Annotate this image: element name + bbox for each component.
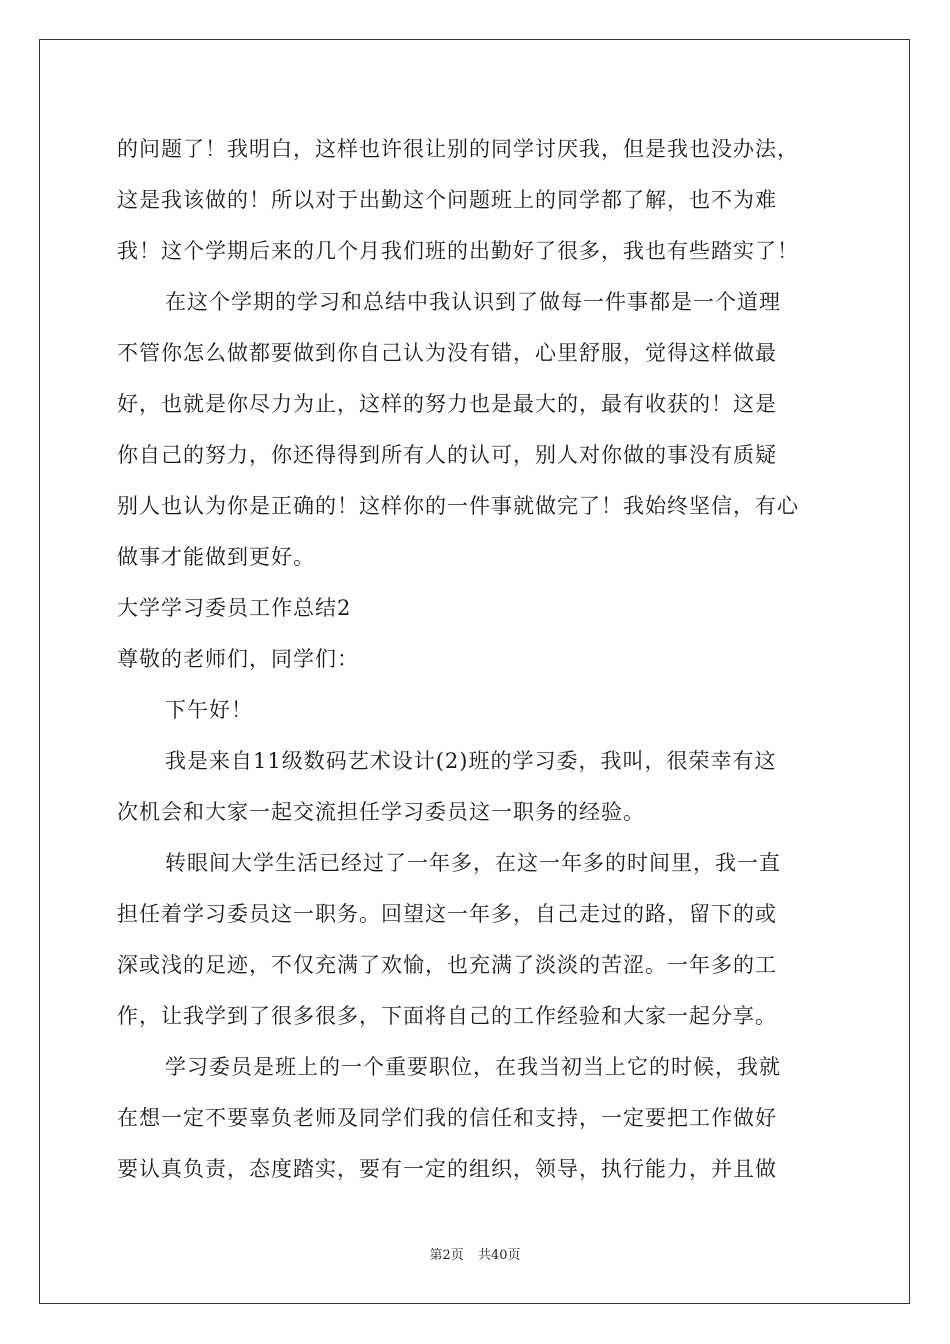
text-line: 我是来自11级数码艺术设计(2)班的学习委，我叫，很荣幸有这 [165,749,777,773]
text-line: 的问题了！我明白，这样也许很让别的同学讨厌我，但是我也没办法， [117,137,799,161]
text-line: 在想一定不要辜负老师及同学们我的信任和支持，一定要把工作做好 [117,1106,777,1130]
page-number: 第2页 [429,1248,464,1263]
salutation: 尊敬的老师们，同学们： [117,647,359,671]
text-line: 不管你怎么做都要做到你自己认为没有错，心里舒服，觉得这样做最 [117,341,777,365]
text-line: 这是我该做的！所以对于出勤这个问题班上的同学都了解，也不为难 [117,188,777,212]
text-line: 别人也认为你是正确的！这样你的一件事就做完了！我始终坚信，有心 [117,494,799,518]
text-line: 做事才能做到更好。 [117,545,315,569]
text-line: 好，也就是你尽力为止，这样的努力也是最大的，最有收获的！这是 [117,392,777,416]
text-line: 你自己的努力，你还得得到所有人的认可，别人对你做的事没有质疑 [117,443,777,467]
text-line: 担任着学习委员这一职务。回望这一年多，自己走过的路，留下的或 [117,902,777,926]
text-line: 深或浅的足迹，不仅充满了欢愉，也充满了淡淡的苦涩。一年多的工 [117,953,777,977]
page-total: 共40页 [477,1248,521,1263]
document-body [117,124,837,1195]
text-line: 作，让我学到了很多很多，下面将自己的工作经验和大家一起分享。 [117,1004,777,1028]
greeting: 下午好！ [165,698,253,722]
text-line: 要认真负责，态度踏实，要有一定的组织，领导，执行能力，并且做 [117,1157,777,1181]
text-line: 我！这个学期后来的几个月我们班的出勤好了很多，我也有些踏实了！ [117,239,799,263]
section-heading: 大学学习委员工作总结2 [117,596,352,620]
text-line: 学习委员是班上的一个重要职位，在我当初当上它的时候，我就 [165,1055,781,1079]
text-line: 转眼间大学生活已经过了一年多，在这一年多的时间里，我一直 [165,851,781,875]
text-line: 在这个学期的学习和总结中我认识到了做每一件事都是一个道理 [165,290,781,314]
text-line: 次机会和大家一起交流担任学习委员这一职务的经验。 [117,800,645,824]
page-footer [0,1244,950,1263]
